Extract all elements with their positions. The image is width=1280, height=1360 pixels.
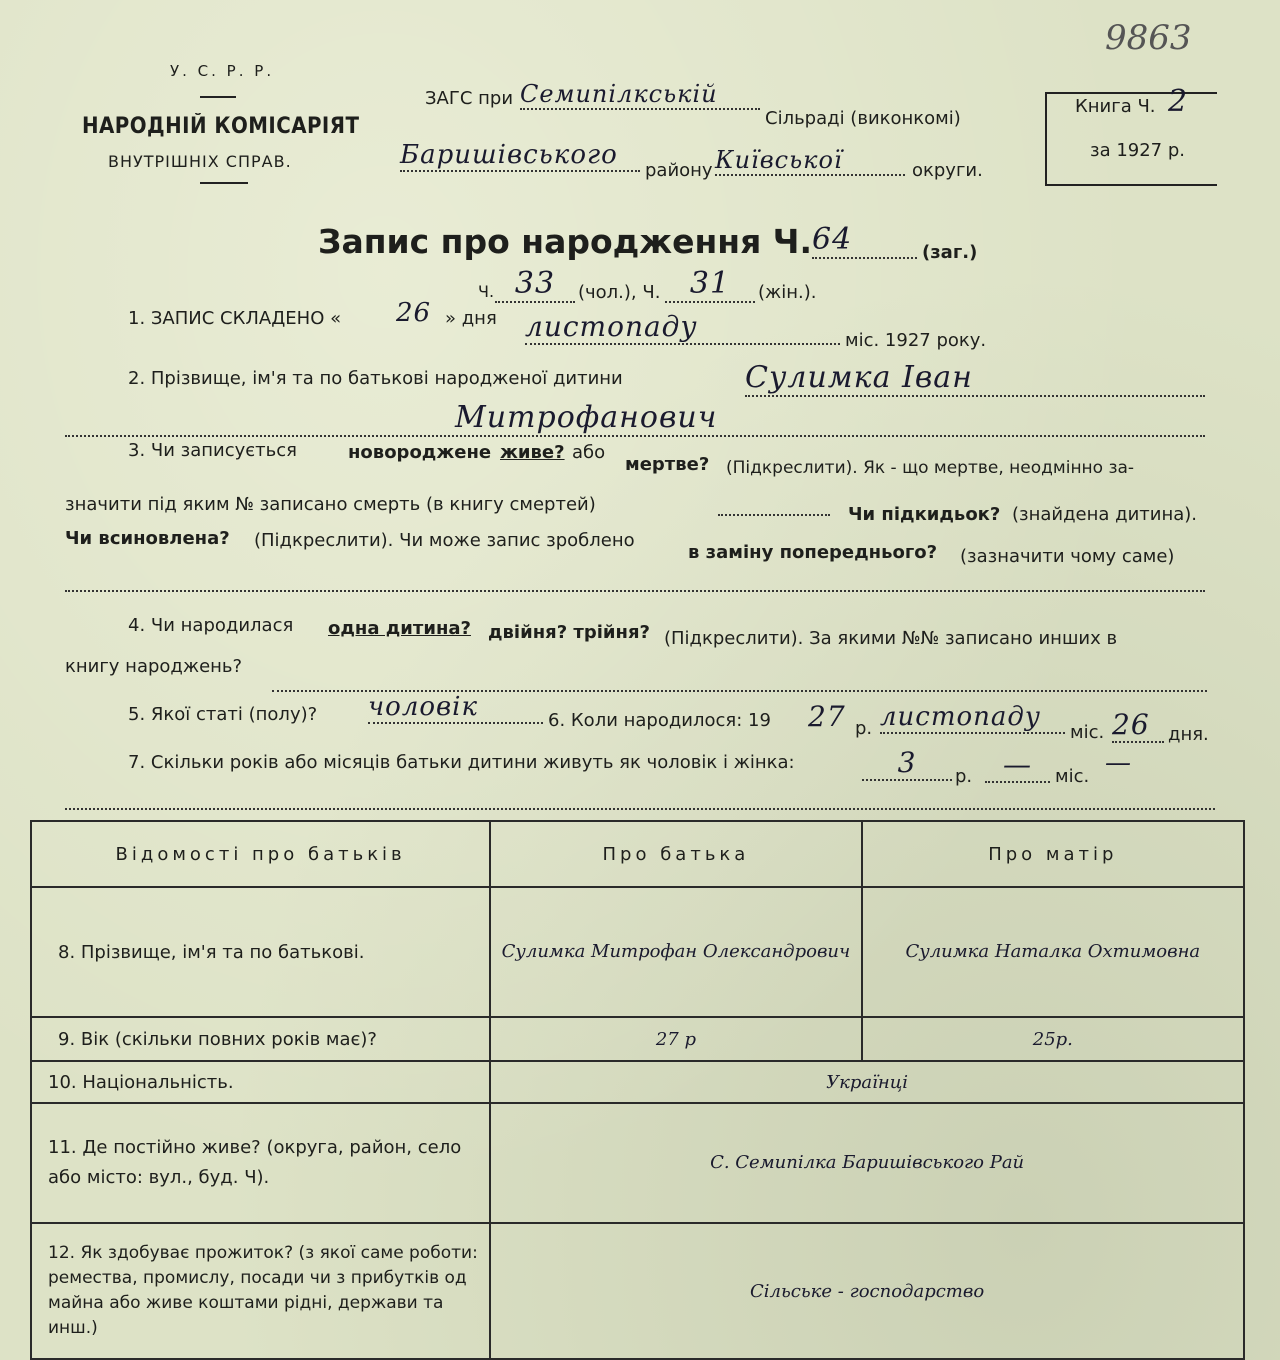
livelihood-value: Сільське - господарство <box>490 1223 1244 1359</box>
ch-label: Ч. <box>478 282 495 301</box>
row-label: 8. Прізвище, ім'я та по батькові. <box>31 887 490 1017</box>
item6-r: р. <box>855 718 873 739</box>
rayonu-label: району <box>645 160 713 181</box>
item7-dash: — <box>1105 748 1132 778</box>
table-row <box>31 887 1244 1017</box>
item1-day-close: » дня <box>445 308 497 329</box>
district-handwritten: Баришівського <box>400 140 640 172</box>
item4-one-child: одна дитина? <box>328 618 471 639</box>
item3-replace: в заміну попереднього? <box>688 542 938 563</box>
page-title: Запис про народження Ч. <box>318 222 812 261</box>
item4-rest: (Підкреслити). За якими №№ записано инших в <box>664 628 1118 649</box>
male-number: 33 <box>495 266 575 303</box>
item4-text-a: 4. Чи народилася <box>128 615 294 636</box>
item3-or: або <box>572 442 606 463</box>
item3-text-a: 3. Чи записується <box>128 440 297 461</box>
birth-day: 26 <box>1112 708 1164 743</box>
ussr-heading: У. С. Р. Р. <box>170 62 275 80</box>
death-record-blank <box>718 512 830 516</box>
item3-dead: мертве? <box>625 454 710 475</box>
book-year: за 1927 р. <box>1090 140 1186 161</box>
item3-text-f: (Підкреслити). Як - що мертве, неодмінно за- <box>726 458 1135 478</box>
zags-village-handwritten: Семипілкській <box>520 80 760 110</box>
book-number: 2 <box>1168 84 1189 119</box>
commissariat-heading: НАРОДНІЙ КОМІСАРІЯТ <box>82 114 360 139</box>
marriage-years: 3 <box>862 746 952 781</box>
divider <box>200 96 236 98</box>
item1-month: листопаду <box>525 310 840 345</box>
item7-r: р. <box>955 766 973 787</box>
item7-blank-line <box>65 806 1215 810</box>
father-name: Сулимка Митрофан Олександрович <box>490 887 861 1017</box>
table-header-row <box>31 821 1244 887</box>
internal-affairs-heading: ВНУТРІШНІХ СПРАВ. <box>108 152 292 171</box>
zags-prefix: ЗАГС при <box>425 88 514 109</box>
item3-alive: живе? <box>500 442 565 463</box>
male-label: (чол.), Ч. <box>578 282 661 303</box>
header-father: Про батька <box>490 821 861 887</box>
record-number-suffix: (заг.) <box>922 242 978 263</box>
book-label: Книга Ч. <box>1075 96 1156 117</box>
item6-dnya: дня. <box>1168 724 1209 745</box>
silradi-label: Сільраді (виконкомі) <box>765 108 961 129</box>
header-info: Відомості про батьків <box>31 821 490 887</box>
okruha-handwritten: Київської <box>715 146 905 176</box>
record-number: 64 <box>812 222 917 259</box>
mother-name: Сулимка Наталка Охтимовна <box>862 887 1244 1017</box>
table-row <box>31 1061 1244 1103</box>
item1-day: 26 <box>396 298 432 328</box>
item4-line2: книгу народжень? <box>65 656 243 677</box>
female-label: (жін.). <box>758 282 817 303</box>
parents-table <box>30 820 1245 1360</box>
table-row <box>31 1103 1244 1223</box>
table-row <box>31 1223 1244 1359</box>
archive-number: 9863 <box>1105 18 1192 58</box>
item1-tail: міс. 1927 року. <box>845 330 987 351</box>
table-row <box>31 1017 1244 1061</box>
item3-line2: значити під яким № записано смерть (в книгу смертей) <box>65 494 596 515</box>
residence-value: С. Семипілка Баришівського Рай <box>490 1103 1244 1223</box>
header-mother: Про матір <box>862 821 1244 887</box>
item4-twins: двійня? трійня? <box>488 622 650 643</box>
female-number: 31 <box>665 266 755 303</box>
birth-year: 27 <box>808 700 846 733</box>
birth-month: листопаду <box>880 702 1065 734</box>
item3-foundling: Чи підкидьок? <box>848 504 1001 525</box>
item6-mis: міс. <box>1070 722 1105 743</box>
item3-adopted: Чи всиновлена? <box>65 528 230 549</box>
item7-mis: міс. <box>1055 766 1090 787</box>
row-label: 10. Національність. <box>31 1061 490 1103</box>
item2-label: 2. Прізвище, ім'я та по батькові народженої дитини <box>128 368 623 389</box>
child-patronymic: Митрофанович <box>65 400 1205 437</box>
divider <box>200 182 248 184</box>
item3-line3: (Підкреслити). Чи може запис зроблено <box>254 530 635 551</box>
child-name: Сулимка Іван <box>745 360 1205 397</box>
row-label: 11. Де постійно живе? (округа, район, село або місто: вул., буд. Ч). <box>31 1103 490 1223</box>
item7-label: 7. Скільки років або місяців батьки дитини живуть як чоловік і жінка: <box>128 752 795 773</box>
marriage-months: — <box>985 748 1050 783</box>
item3-blank-line <box>65 588 1205 592</box>
row-label: 12. Як здобуває прожиток? (з якої саме роботи: ремества, промислу, посади чи з прибутків од майна або живе коштами рідні, держави та инш.) <box>31 1223 490 1359</box>
father-age: 27 р <box>490 1017 861 1061</box>
row-label: 9. Вік (скільки повних років має)? <box>31 1017 490 1061</box>
okruhy-label: округи. <box>912 160 983 181</box>
sex-value: чоловік <box>368 692 543 724</box>
item1-label: 1. ЗАПИС СКЛАДЕНО « <box>128 308 342 329</box>
item3-found: (знайдена дитина). <box>1012 504 1198 525</box>
item3-why: (зазначити чому саме) <box>960 546 1175 567</box>
item3-newborn: новороджене <box>348 442 492 463</box>
nationality-value: Українці <box>490 1061 1244 1103</box>
item6-label: 6. Коли народилося: 19 <box>548 710 771 731</box>
mother-age: 25р. <box>862 1017 1244 1061</box>
item5-label: 5. Якої статі (полу)? <box>128 704 318 725</box>
